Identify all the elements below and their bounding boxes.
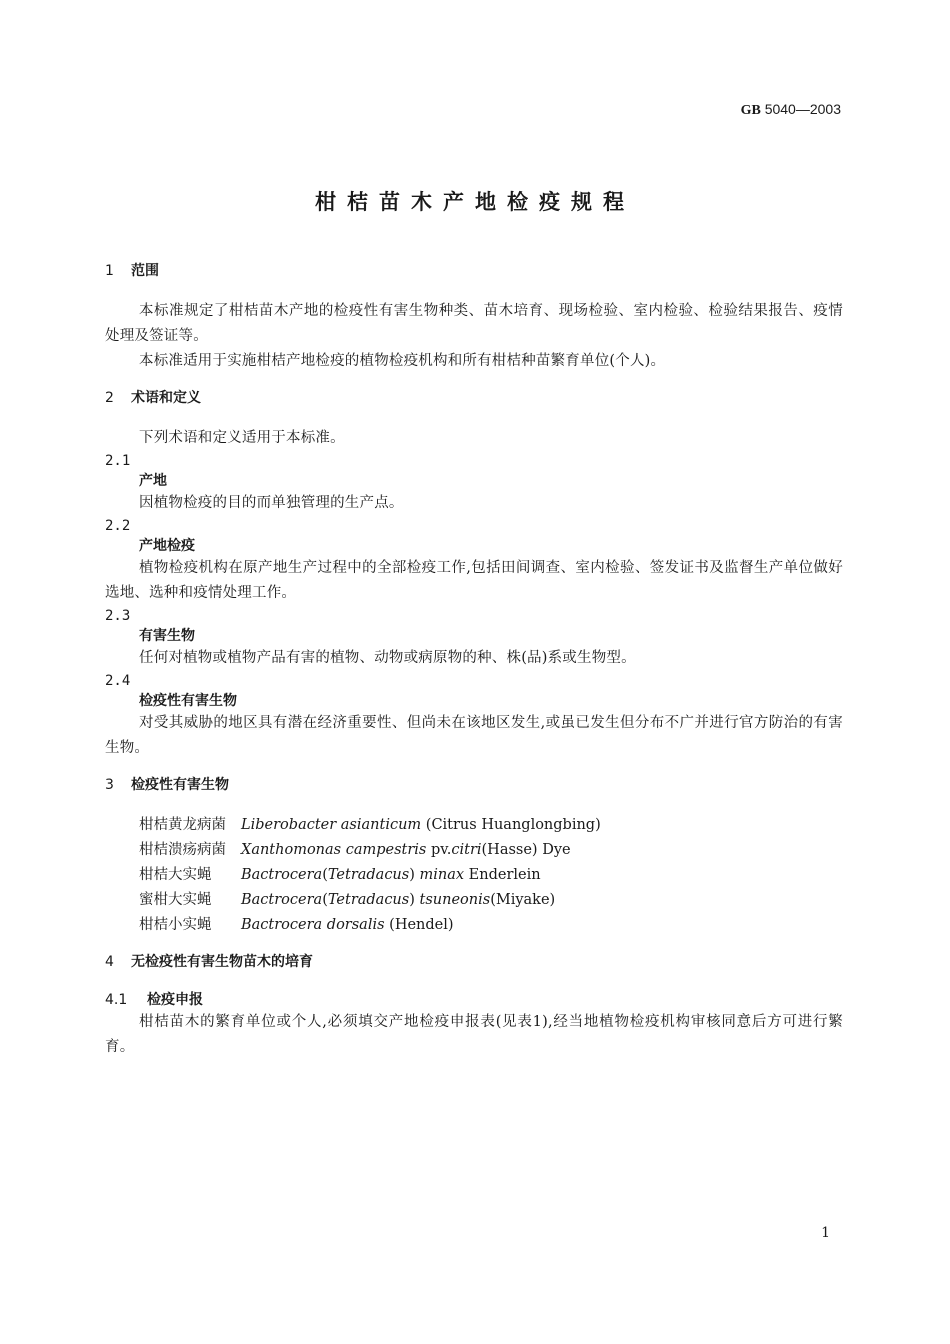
term-name: 有害生物	[139, 628, 195, 644]
section-1-paragraph: 本标准适用于实施柑桔产地检疫的植物检疫机构和所有柑桔种苗繁育单位(个人)。	[139, 353, 666, 369]
pest-item: 柑桔溃疡病菌 Xanthomonas campestris pv.citri(Hasse) Dye	[139, 842, 571, 858]
subsection-4-1-heading: 4.1 检疫申报	[105, 992, 203, 1008]
subsection-4-1-paragraph: 柑桔苗木的繁育单位或个人,必须填交产地检疫申报表(见表1),经当地植物检疫机构审核同意后方可进行繁育。	[105, 1014, 843, 1055]
document-body	[105, 261, 843, 1060]
section-2-heading: 2 术语和定义	[105, 390, 201, 406]
pest-item: 柑桔小实蝇 Bactrocera dorsalis (Hendel)	[139, 917, 454, 933]
term-definition: 对受其威胁的地区具有潜在经济重要性、但尚未在该地区发生,或虽已发生但分布不广并进行官方防治的有害生物。	[105, 715, 843, 756]
document-title: 柑桔苗木产地检疫规程	[315, 190, 635, 214]
term-name: 产地	[139, 473, 167, 489]
term-name: 检疫性有害生物	[139, 693, 237, 709]
term-number: 2.1	[105, 453, 131, 469]
pest-item: 蜜柑大实蝇 Bactrocera(Tetradacus) tsuneonis(Miyake)	[139, 892, 556, 908]
term-definition: 因植物检疫的目的而单独管理的生产点。	[139, 495, 404, 511]
pest-item: 柑桔黄龙病菌 Liberobacter asianticum (Citrus Huanglongbing)	[139, 817, 601, 833]
section-2-intro: 下列术语和定义适用于本标准。	[139, 430, 345, 446]
page-number: 1	[821, 1225, 830, 1241]
term-name: 产地检疫	[139, 538, 195, 554]
term-definition: 任何对植物或植物产品有害的植物、动物或病原物的种、株(品)系或生物型。	[139, 650, 636, 666]
standard-code: GB 5040—2003	[740, 101, 841, 118]
pest-item: 柑桔大实蝇 Bactrocera(Tetradacus) minax Enderlein	[139, 867, 541, 883]
section-3-heading: 3 检疫性有害生物	[105, 777, 229, 793]
section-1-paragraph: 本标准规定了柑桔苗木产地的检疫性有害生物种类、苗木培育、现场检验、室内检验、检验结果报告、疫情处理及签证等。	[105, 303, 843, 344]
term-number: 2.2	[105, 518, 131, 534]
term-number: 2.4	[105, 673, 131, 689]
section-1-heading: 1 范围	[105, 263, 159, 279]
term-definition: 植物检疫机构在原产地生产过程中的全部检疫工作,包括田间调查、室内检验、签发证书及监督生产单位做好选地、选种和疫情处理工作。	[105, 560, 843, 601]
section-4-heading: 4 无检疫性有害生物苗木的培育	[105, 954, 313, 970]
term-number: 2.3	[105, 608, 131, 624]
